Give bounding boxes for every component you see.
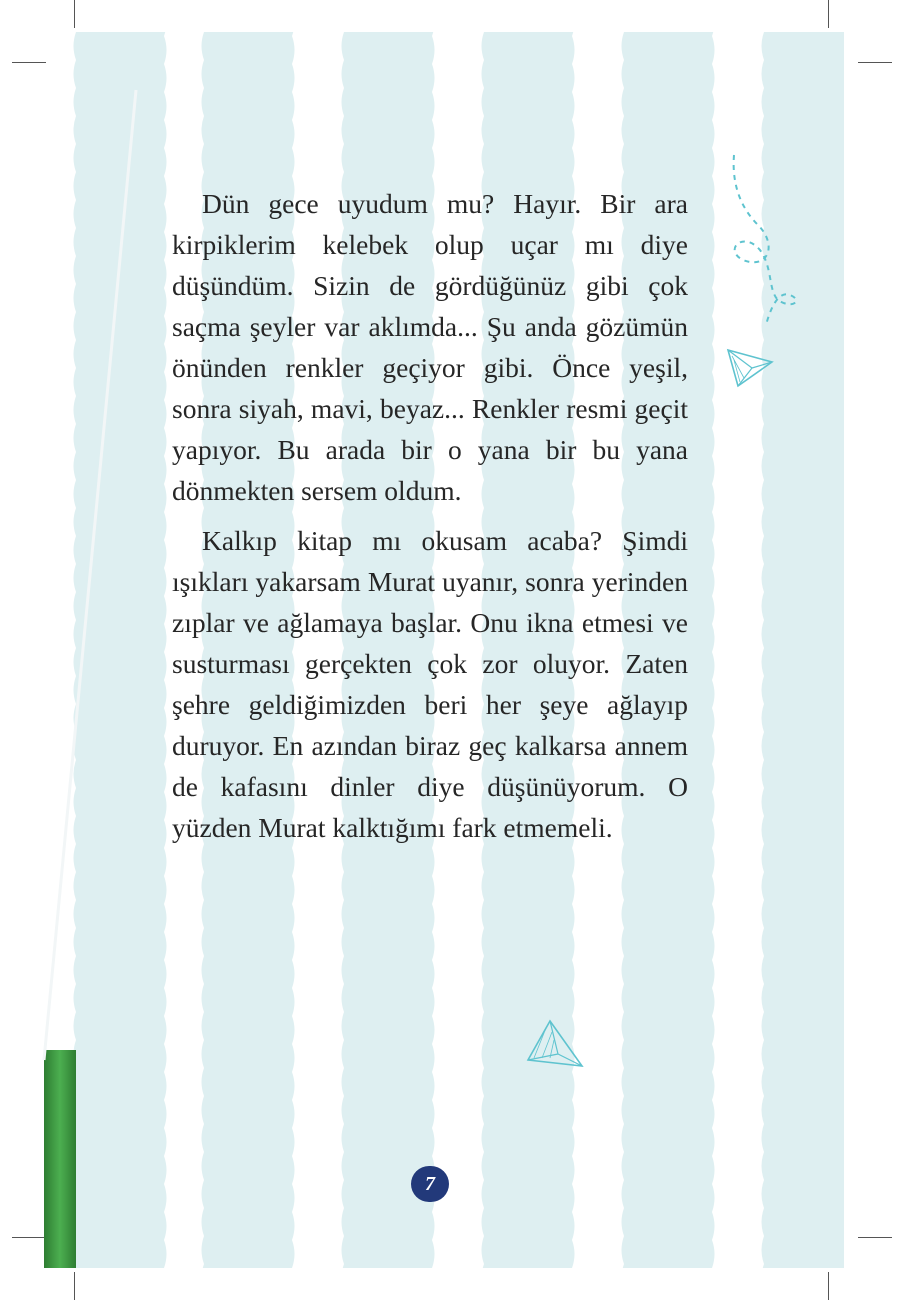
paragraph: Dün gece uyudum mu? Hayır. Bir ara kirpiklerim kelebek olup uçar mı diye düşündüm. Sizin de gördüğünüz gibi çok saçma şeyler var aklımda... Şu anda gözümün önünden renkler geçiyor gibi. Önce yeşil, sonra siyah, mavi, beyaz... Renkler resmi geçit yapıyor. Bu arada bir o yana bir bu yana dönmekten sersem oldum.	[172, 188, 688, 506]
cover-edge-band	[44, 1050, 76, 1268]
crop-mark	[828, 1272, 829, 1300]
crop-mark	[12, 1237, 46, 1238]
paper-plane-icon	[724, 338, 776, 390]
crop-mark	[12, 62, 46, 63]
crop-mark	[858, 62, 892, 63]
story-text	[172, 183, 688, 857]
crop-mark	[74, 0, 75, 28]
page-number-badge: 7	[411, 1166, 449, 1202]
crop-mark	[828, 0, 829, 28]
paragraph: Kalkıp kitap mı okusam acaba? Şimdi ışıkları yakarsam Murat uyanır, sonra yerinden zıplar ve ağlamaya başlar. Onu ikna etmesi ve susturması gerçekten çok zor oluyor. Zaten şehre geldiğimizden beri her şeye ağlayıp duruyor. En azından biraz geç kalkarsa annem de kafasını dinler diye düşünüyorum. O yüzden Murat kalktığımı fark etmemeli.	[172, 525, 688, 843]
crop-mark	[858, 1237, 892, 1238]
paper-plane-icon	[524, 1018, 586, 1074]
crop-mark	[74, 1272, 75, 1300]
wavy-stripe	[74, 32, 167, 1268]
